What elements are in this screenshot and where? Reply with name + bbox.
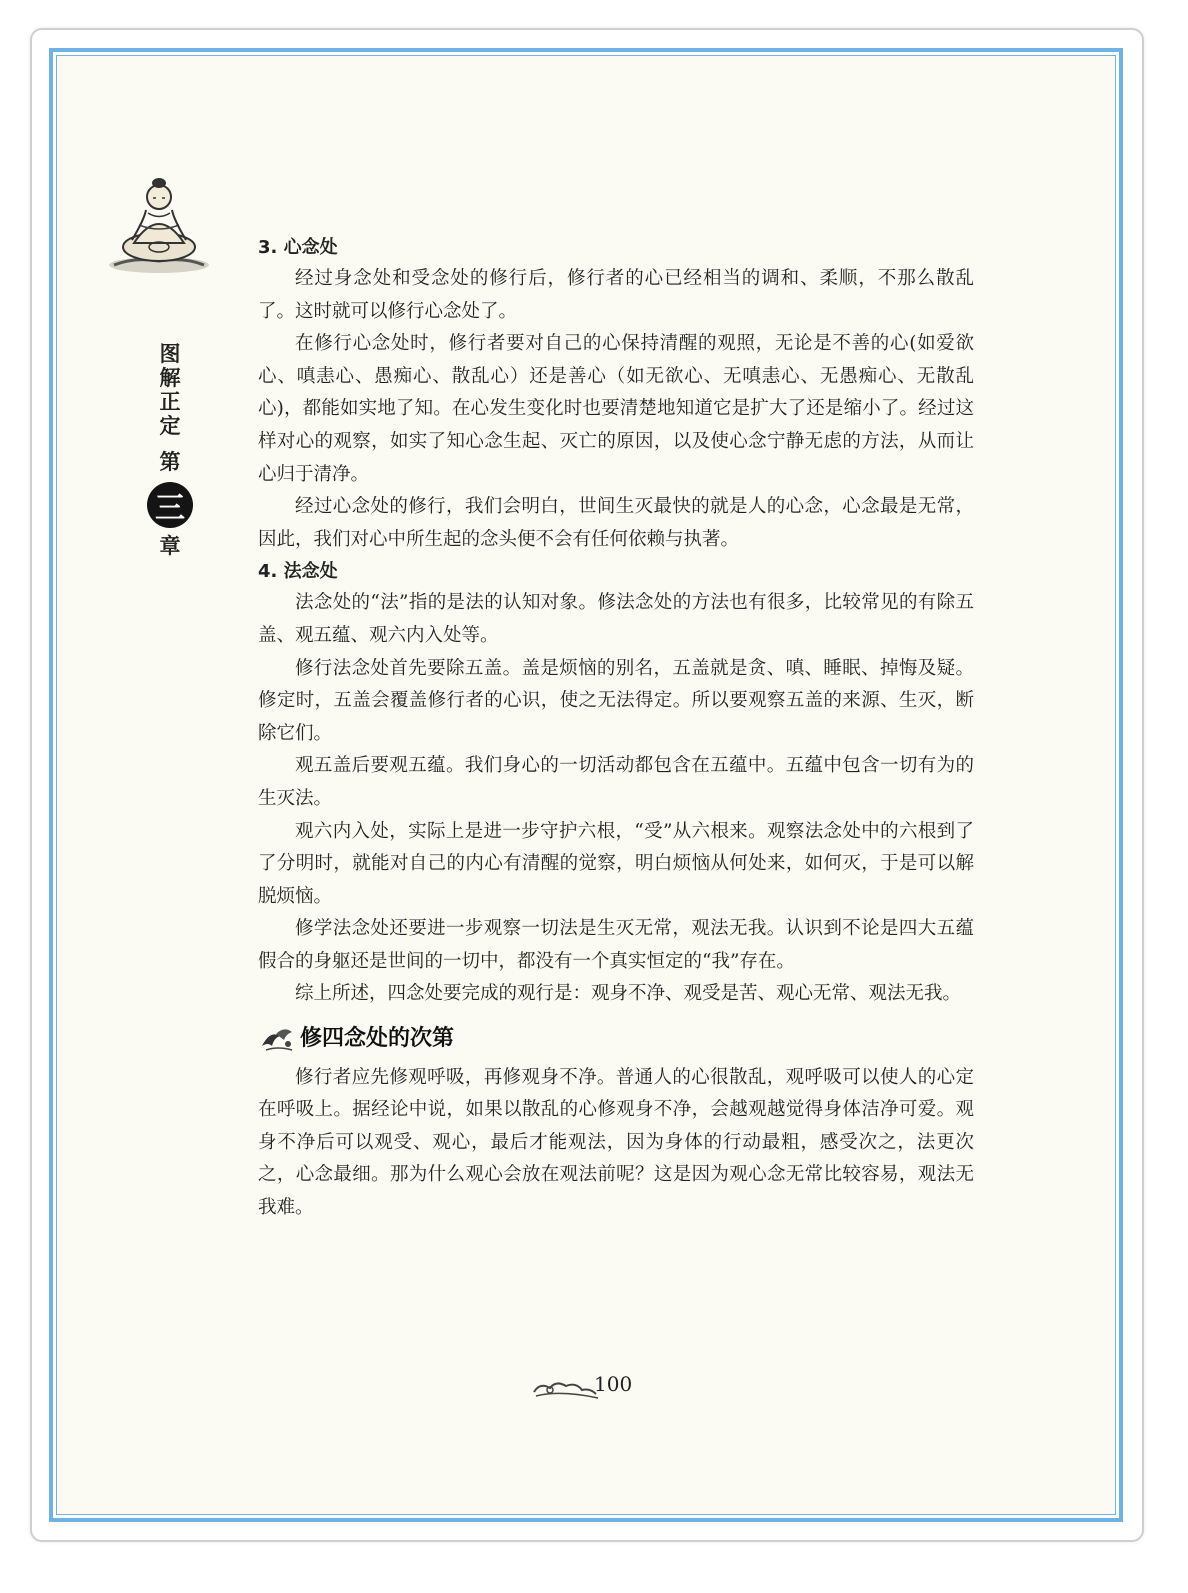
subheading-dharma: 4. 法念处 (258, 561, 338, 583)
side-title-char: 解 (159, 366, 181, 390)
chapter-number-badge: 三 (147, 482, 193, 528)
body-text (258, 232, 974, 1225)
paragraph: 修学法念处还要进一步观察一切法是生灭无常，观法无我。认识到不论是四大五蕴假合的身躯还是世间的一切中，都没有一个真实恒定的“我”存在。 (258, 918, 974, 972)
side-title-char: 第 (159, 450, 181, 474)
paragraph: 法念处的“法”指的是法的认知对象。修法念处的方法也有很多，比较常见的有除五盖、观五蕴、观六内入处等。 (258, 592, 974, 646)
paragraph: 修行法念处首先要除五盖。盖是烦恼的别名，五盖就是贪、嗔、睡眠、掉悔及疑。修定时，五盖会覆盖修行者的心识，使之无法得定。所以要观察五盖的来源、生灭，断除它们。 (258, 657, 974, 744)
paragraph: 经过心念处的修行，我们会明白，世间生灭最快的就是人的心念，心念最是无常，因此，我们对心中所生起的念头便不会有任何依赖与执著。 (258, 496, 974, 550)
cloud-ornament-icon (530, 1374, 600, 1404)
page-footer (530, 1370, 670, 1410)
side-title-char: 图 (159, 342, 181, 366)
section-title: 修四念处的次第 (300, 1026, 455, 1052)
paragraph: 观六内入处，实际上是进一步守护六根，“受”从六根来。观察法念处中的六根到了了分明时，就能对自己的内心有清醒的觉察，明白烦恼从何处来，如何灭，于是可以解脱烦恼。 (258, 820, 974, 907)
paragraph: 经过身念处和受念处的修行后，修行者的心已经相当的调和、柔顺，不那么散乱了。这时就可以修行心念处了。 (258, 268, 974, 322)
side-title-char: 定 (159, 414, 181, 438)
chapter-side-title (150, 342, 190, 558)
flower-ornament-icon (258, 1024, 296, 1054)
paragraph: 观五盖后要观五蕴。我们身心的一切活动都包含在五蕴中。五蕴中包含一切有为的生灭法。 (258, 755, 974, 809)
side-title-char: 章 (159, 534, 181, 558)
paragraph: 在修行心念处时，修行者要对自己的心保持清醒的观照，无论是不善的心(如爱欲心、嗔恚心、愚痴心、散乱心）还是善心（如无欲心、无嗔恚心、无愚痴心、无散乱心)，都能如实地了知。在心发生变化时也要清楚地知道它是扩大了还是缩小了。经过这样对心的观察，如实了知心念生起、灭亡的原因，以及使心念宁静无虑的方法，从而让心归于清净。 (258, 333, 974, 485)
subheading-mind: 3. 心念处 (258, 237, 338, 258)
buddha-illustration-icon (104, 165, 214, 280)
section-heading (258, 1023, 974, 1056)
side-title-char: 正 (159, 390, 181, 414)
paragraph: 综上所述，四念处要完成的观行是：观身不净、观受是苦、观心无常、观法无我。 (295, 983, 962, 1005)
page-number: 100 (594, 1372, 633, 1396)
paragraph: 修行者应先修观呼吸，再修观身不净。普通人的心很散乱，观呼吸可以使人的心定在呼吸上。据经论中说，如果以散乱的心修观身不净，会越观越觉得身体洁净可爱。观身不净后可以观受、观心，最后才能观法，因为身体的行动最粗，感受次之，法更次之，心念最细。那为什么观心会放在观法前呢？这是因为观心念无常比较容易，观法无我难。 (258, 1066, 974, 1219)
